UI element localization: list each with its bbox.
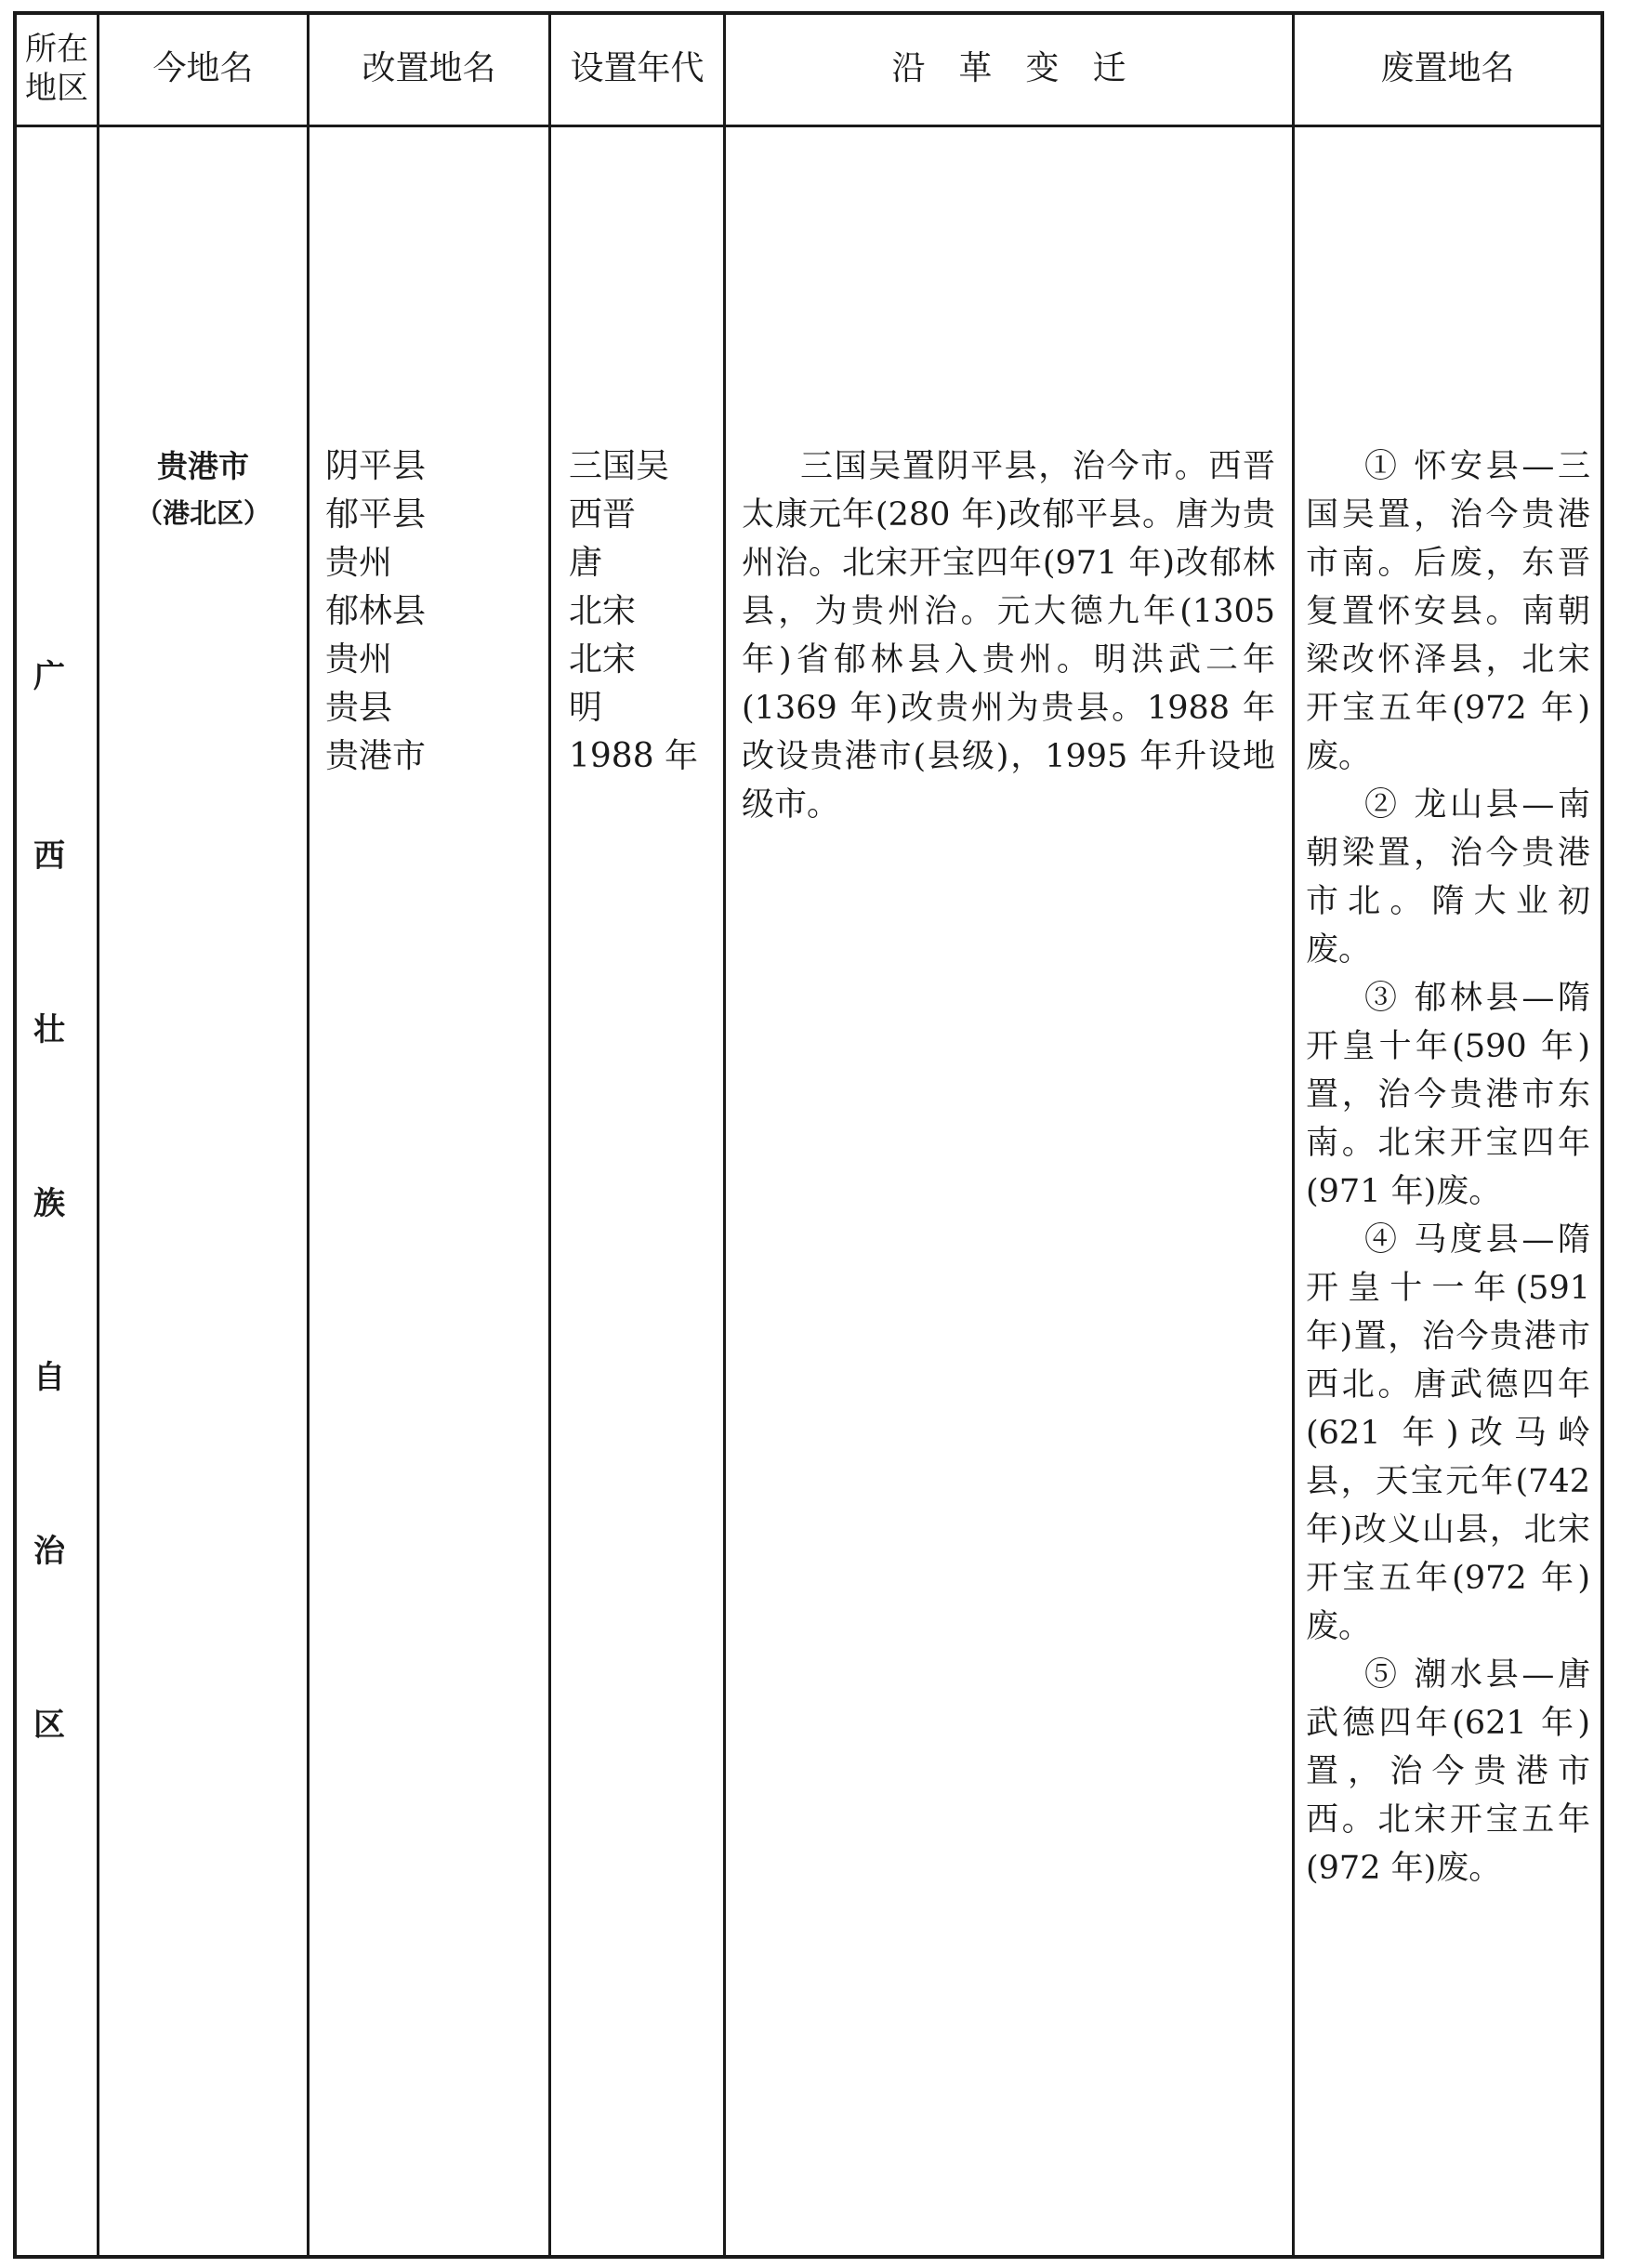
current-name-sub: （港北区）	[135, 497, 270, 529]
header-region: 所在地区	[25, 31, 88, 107]
region-char: 壮	[33, 1011, 65, 1048]
region-char: 族	[33, 1185, 65, 1222]
column-divider-5	[1292, 11, 1295, 2259]
eras-list	[569, 442, 718, 781]
abolished-entry: ③ 郁林县—隋开皇十年(590 年)置，治今贵港市东南。北宋开宝四年(971 年)废。	[1306, 980, 1590, 1210]
column-divider-4	[723, 11, 726, 2259]
table-right-border	[1600, 11, 1604, 2259]
header-history: 沿 革 变 迁	[891, 49, 1126, 87]
header-established-era: 设置年代	[570, 49, 705, 87]
column-divider-3	[548, 11, 551, 2259]
region-char: 自	[33, 1359, 65, 1396]
list-item: 三国吴	[569, 447, 670, 485]
list-item: 贵县	[325, 689, 393, 727]
abolished-entry: ④ 马度县—隋开皇十一年(591 年)置，治今贵港市西北。唐武德四年(621 年)改马岭县，天宝元年(742 年)改义山县，北宋开宝五年(972 年)废。	[1306, 1221, 1590, 1645]
region-char: 区	[33, 1707, 65, 1744]
list-item: 郁林县	[325, 592, 427, 630]
list-item: 贵港市	[325, 737, 427, 775]
list-item: 郁平县	[325, 495, 427, 534]
list-item: 贵州	[325, 544, 393, 582]
region-char: 治	[33, 1533, 65, 1570]
region-char: 西	[33, 837, 65, 875]
list-item: 北宋	[569, 592, 637, 630]
list-item: 北宋	[569, 640, 637, 679]
column-divider-1	[97, 11, 99, 2259]
list-item: 明	[569, 689, 603, 727]
list-item: 1988 年	[569, 737, 699, 775]
renamed-names-list	[325, 442, 539, 781]
history-text	[742, 442, 1275, 829]
table-bottom-border	[13, 2255, 1604, 2259]
region-char: 广	[33, 658, 65, 695]
history-paragraph: 三国吴置阴平县，治今市。西晋太康元年(280 年)改郁平县。唐为贵州治。北宋开宝四年(971 年)改郁林县，为贵州治。元大德九年(1305 年)省郁林县入贵州。明洪武二年(1369 年)改贵州为贵县。1988 年改设贵港市(县级)，1995 年升设地级市。	[742, 448, 1275, 824]
column-divider-2	[307, 11, 309, 2259]
list-item: 唐	[569, 544, 603, 582]
abolished-entry: ⑤ 潮水县—唐武德四年(621 年)置，治今贵港市西。北宋开宝五年(972 年)废。	[1306, 1656, 1590, 1887]
header-renamed-names: 改置地名	[362, 49, 496, 87]
header-current-name: 今地名	[152, 49, 254, 87]
list-item: 西晋	[569, 495, 637, 534]
abolished-entry: ② 龙山县—南朝梁置，治今贵港市北。隋大业初废。	[1306, 786, 1590, 969]
header-abolished-names: 废置地名	[1380, 49, 1515, 87]
abolished-entry: ① 怀安县—三国吴置，治今贵港市南。后废，东晋复置怀安县。南朝梁改怀泽县，北宋开宝五年(972 年)废。	[1306, 448, 1590, 775]
table-left-border	[13, 11, 17, 2259]
current-name: 贵港市	[157, 448, 249, 484]
list-item: 阴平县	[325, 447, 427, 485]
list-item: 贵州	[325, 640, 393, 679]
header-bottom-border	[13, 125, 1604, 127]
abolished-names-text	[1306, 442, 1590, 1892]
